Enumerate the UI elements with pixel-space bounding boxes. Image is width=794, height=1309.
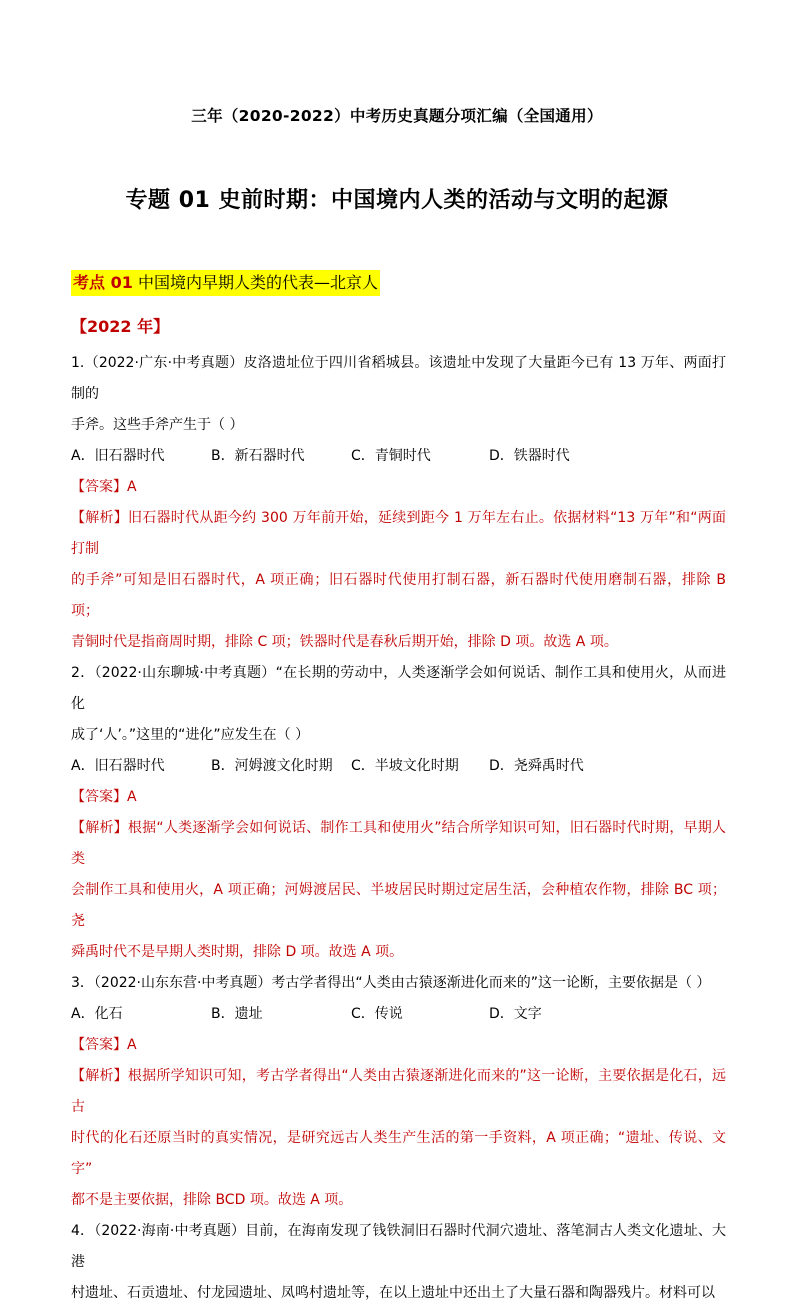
question-1-stem-line-1: 1.（2022·广东·中考真题）皮洛遗址位于四川省稻城县。该遗址中发现了大量距今已有 13 万年、两面打制的 bbox=[71, 355, 726, 402]
analysis-label: 【解析】 bbox=[71, 820, 128, 836]
question-3-analysis-line-3: 都不是主要依据，排除 BCD 项。故选 A 项。 bbox=[71, 1192, 353, 1208]
question-3-answer bbox=[71, 1030, 726, 1061]
option-c: C．半坡文化时期 bbox=[351, 758, 459, 774]
question-1-options bbox=[71, 441, 726, 472]
option-d: D．铁器时代 bbox=[489, 448, 570, 464]
answer-value: A bbox=[127, 1037, 137, 1053]
analysis-text: 旧石器时代从距今约 300 万年前开始，延续到距今 1 万年左右止。依据材料“13 万年”和“两面打制 bbox=[71, 510, 727, 557]
question-3-analysis-line-2: 时代的化石还原当时的真实情况，是研究远古人类生产生活的第一手资料，A 项正确；“遗址、传说、文字” bbox=[71, 1130, 726, 1177]
question-4-stem-line-1: 4．（2022·海南·中考真题）目前，在海南发现了钱铁洞旧石器时代洞穴遗址、落笔洞古人类文化遗址、大港 bbox=[71, 1223, 726, 1270]
document-title: 专题 01 史前时期：中国境内人类的活动与文明的起源 bbox=[125, 188, 669, 213]
answer-label: 【答案】 bbox=[71, 1037, 127, 1053]
question-2-stem-line-1: 2．（2022·山东聊城·中考真题）“在长期的劳动中，人类逐渐学会如何说话、制作工具和使用火，从而进化 bbox=[71, 665, 726, 712]
question-1-analysis-line-2: 的手斧”可知是旧石器时代，A 项正确；旧石器时代使用打制石器，新石器时代使用磨制石器，排除 B 项； bbox=[71, 572, 726, 619]
kaodian-text: 中国境内早期人类的代表—北京人 bbox=[137, 273, 378, 292]
option-d: D．尧舜禹时代 bbox=[489, 758, 584, 774]
document-subtitle: 三年（2020-2022）中考历史真题分项汇编（全国通用） bbox=[191, 107, 603, 125]
question-1-analysis-line-3: 青铜时代是指商周时期，排除 C 项；铁器时代是春秋后期开始，排除 D 项。故选 A 项。 bbox=[71, 634, 618, 650]
question-1-answer bbox=[71, 472, 726, 503]
question-3-analysis-line-1 bbox=[71, 1061, 726, 1123]
option-b: B．遗址 bbox=[211, 1006, 263, 1022]
option-b: B．河姆渡文化时期 bbox=[211, 758, 333, 774]
question-2-analysis-line-2: 会制作工具和使用火，A 项正确；河姆渡居民、半坡居民时期过定居生活，会种植农作物，排除 BC 项；尧 bbox=[71, 882, 726, 929]
analysis-label: 【解析】 bbox=[71, 510, 129, 526]
option-c: C．传说 bbox=[351, 1006, 403, 1022]
analysis-text: 根据所学知识可知，考古学者得出“人类由古猿逐渐进化而来的”这一论断，主要依据是化石，远古 bbox=[71, 1068, 726, 1115]
question-2-analysis-line-1 bbox=[71, 813, 726, 875]
analysis-text: 根据“人类逐渐学会如何说话、制作工具和使用火”结合所学知识可知，旧石器时代时期，早期人类 bbox=[71, 820, 726, 867]
question-2-answer bbox=[71, 782, 726, 813]
answer-value: A bbox=[127, 789, 137, 805]
kaodian-label: 考点 01 bbox=[73, 273, 133, 292]
answer-value: A bbox=[127, 479, 137, 495]
question-4-stem-line-2: 村遗址、石贡遗址、付龙园遗址、凤鸣村遗址等，在以上遗址中还出土了大量石器和陶器残片。材料可以 bbox=[71, 1285, 715, 1301]
analysis-label: 【解析】 bbox=[71, 1068, 128, 1084]
option-a: A．旧石器时代 bbox=[71, 758, 165, 774]
question-3-options bbox=[71, 999, 726, 1030]
option-d: D．文字 bbox=[489, 1006, 542, 1022]
question-1-stem-line-2: 手斧。这些手斧产生于（ ） bbox=[71, 417, 244, 433]
answer-label: 【答案】 bbox=[71, 479, 127, 495]
question-2-analysis-line-3: 舜禹时代不是早期人类时期，排除 D 项。故选 A 项。 bbox=[71, 944, 404, 960]
option-a: A．化石 bbox=[71, 1006, 123, 1022]
question-2-options bbox=[71, 751, 726, 782]
option-b: B．新石器时代 bbox=[211, 448, 305, 464]
kaodian-heading bbox=[71, 270, 380, 296]
option-a: A．旧石器时代 bbox=[71, 448, 165, 464]
year-heading: 【2022 年】 bbox=[71, 317, 170, 336]
answer-label: 【答案】 bbox=[71, 789, 127, 805]
option-c: C．青铜时代 bbox=[351, 448, 431, 464]
question-2-stem-line-2: 成了‘人’。”这里的“进化”应发生在（ ） bbox=[71, 727, 310, 743]
question-3-stem-line-1: 3．（2022·山东东营·中考真题）考古学者得出“人类由古猿逐渐进化而来的”这一论断，主要依据是（ ） bbox=[71, 975, 711, 991]
question-list bbox=[71, 348, 726, 1309]
question-1-analysis-line-1 bbox=[71, 503, 726, 565]
